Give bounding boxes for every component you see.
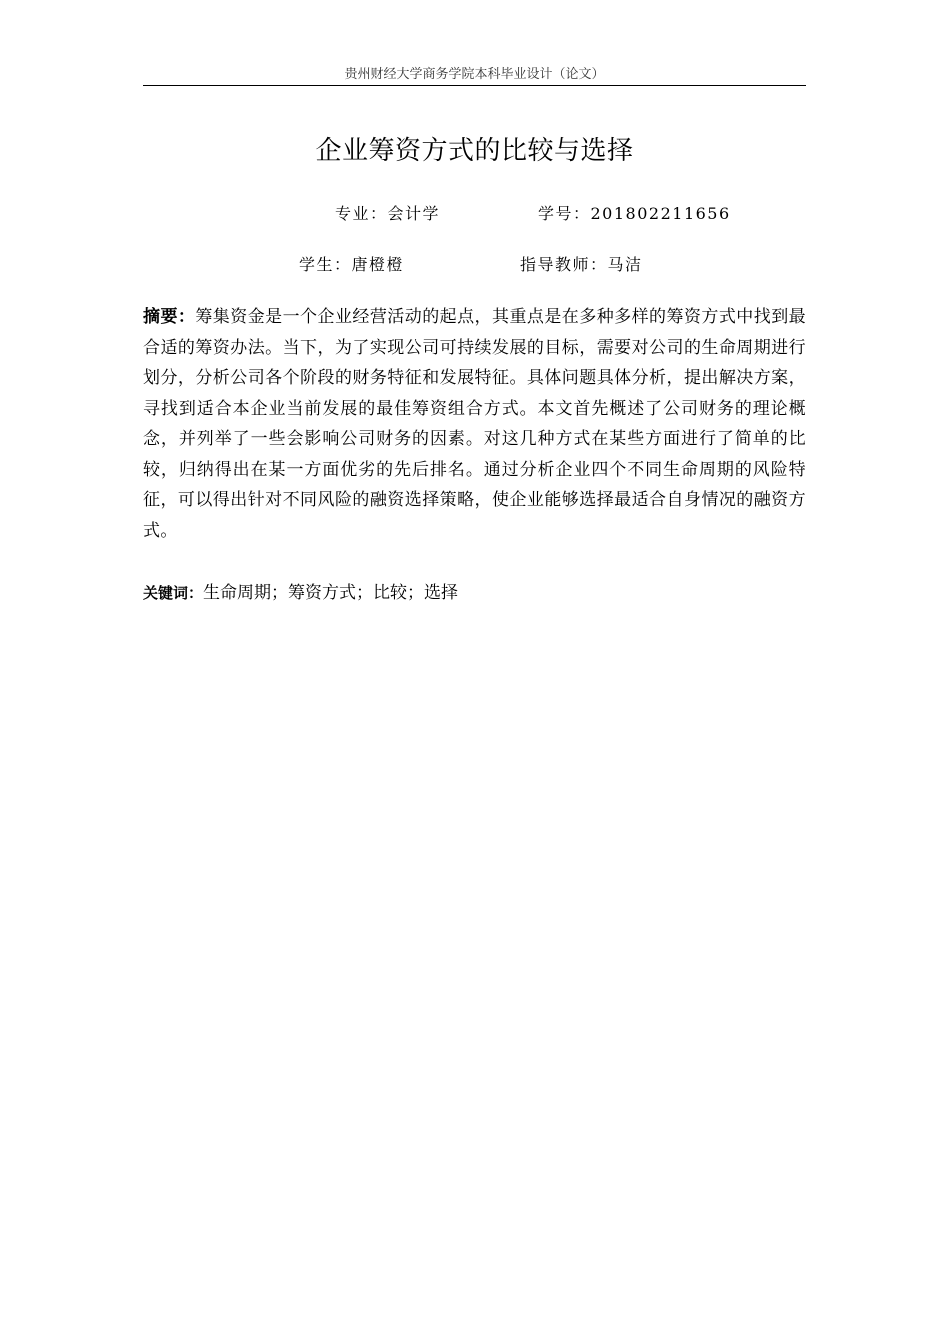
abstract: [143, 302, 806, 546]
abstract-text: 筹集资金是一个企业经营活动的起点，其重点是在多种多样的筹资方式中找到最合适的筹资办法。当下，为了实现公司可持续发展的目标，需要对公司的生命周期进行划分，分析公司各个阶段的财务特征和发展特征。具体问题具体分析，提出解决方案，寻找到适合本企业当前发展的最佳筹资组合方式。本文首先概述了公司财务的理论概念，并列举了一些会影响公司财务的因素。对这几种方式在某些方面进行了简单的比较，归纳得出在某一方面优劣的先后排名。通过分析企业四个不同生命周期的风险特征，可以得出针对不同风险的融资选择策略，使企业能够选择最适合自身情况的融资方式。: [143, 307, 806, 541]
advisor: 指导教师：马洁: [520, 255, 643, 274]
major: 专业：会计学: [335, 204, 441, 223]
keywords: [143, 580, 806, 606]
student-name: 学生：唐橙橙: [299, 255, 405, 274]
paper-title: 企业筹资方式的比较与选择: [315, 136, 634, 166]
header-rule: [143, 85, 806, 86]
keywords-label: 关键词：: [143, 584, 204, 602]
student-id: 学号：201802211656: [538, 204, 731, 223]
running-header: 贵州财经大学商务学院本科毕业设计（论文）: [344, 67, 605, 82]
abstract-label: 摘要：: [143, 307, 196, 327]
keywords-text: 生命周期；筹资方式；比较；选择: [203, 583, 459, 603]
